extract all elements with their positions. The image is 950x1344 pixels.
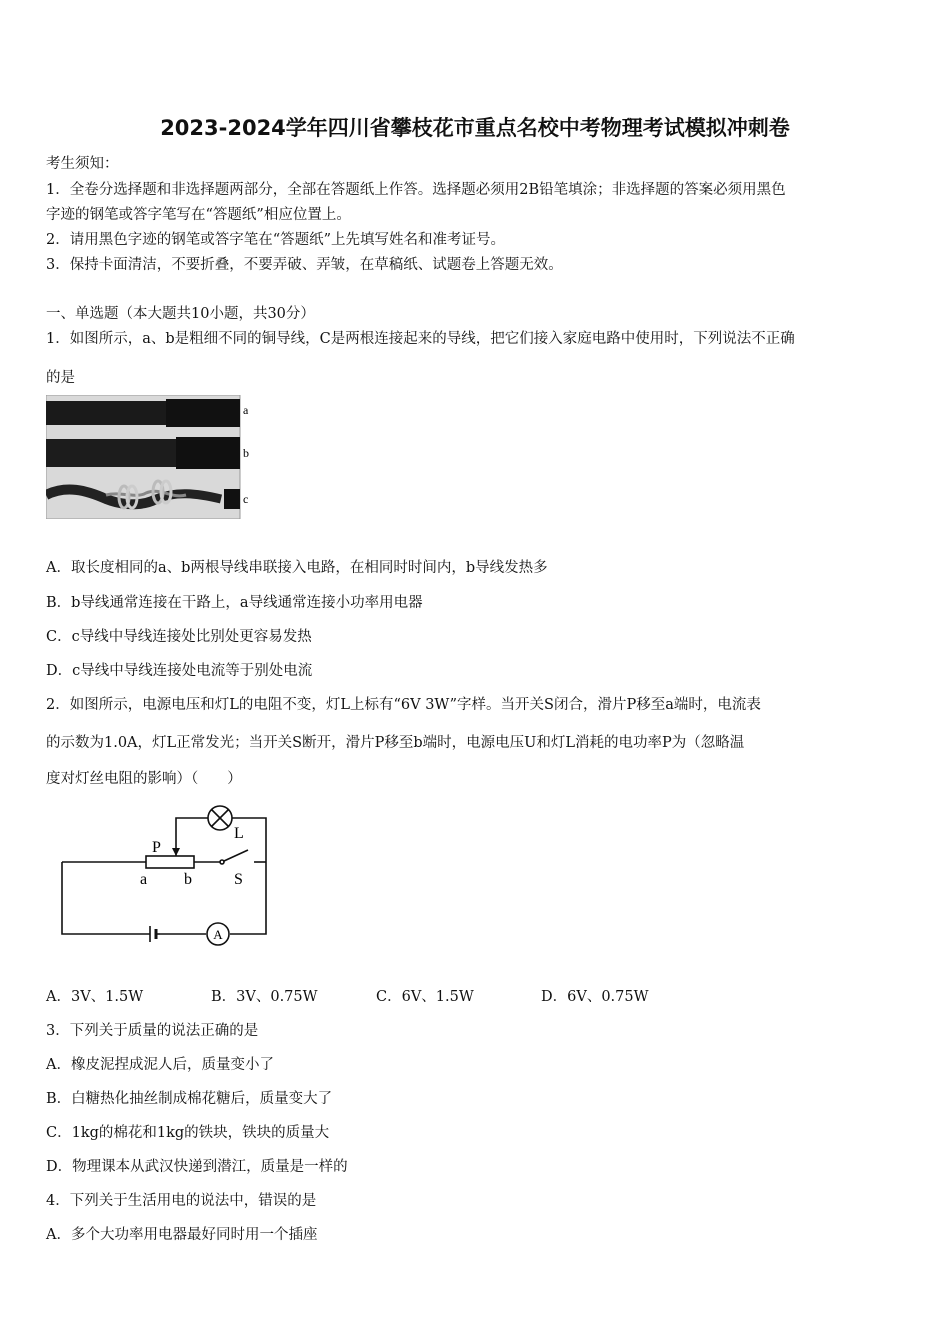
q1-option-b: B．b导线通常连接在干路上，a导线通常连接小功率用电器 (46, 595, 423, 611)
q2-option-d: D．6V、0.75W (541, 989, 649, 1005)
ammeter-label: A (213, 927, 223, 942)
q4-option-a: A．多个大功率用电器最好同时用一个插座 (46, 1227, 318, 1243)
q2-stem-line1: 2．如图所示，电源电压和灯L的电阻不变，灯L上标有“6V 3W”字样。当开关S闭合，滑片P移至a端时，电流表 (46, 697, 761, 713)
switch-label-s: S (234, 871, 243, 888)
wire-label-c: c (243, 492, 249, 506)
q2-option-b: B．3V、0.75W (211, 989, 318, 1005)
q3-option-b: B．白糖热化抽丝制成棉花糖后，质量变大了 (46, 1091, 333, 1107)
q2-option-a: A．3V、1.5W (46, 989, 144, 1005)
notice-item-1a: 1．全卷分选择题和非选择题两部分，全部在答题纸上作答。选择题必须用2B铅笔填涂；非选择题的答案必须用黑色 (46, 182, 786, 198)
q1-stem-line1: 1．如图所示，a、b是粗细不同的铜导线，C是两根连接起来的导线，把它们接入家庭电路中使用时，下列说法不正确 (46, 331, 795, 347)
q4-stem: 4．下列关于生活用电的说法中，错误的是 (46, 1193, 317, 1209)
q3-option-d: D．物理课本从武汉快递到潜江，质量是一样的 (46, 1159, 348, 1175)
q3-option-a: A．橡皮泥捏成泥人后，质量变小了 (46, 1057, 274, 1073)
slider-label-p: P (152, 839, 161, 856)
rheostat-end-a: a (140, 871, 148, 888)
q1-stem-line2: 的是 (46, 370, 75, 386)
notice-item-3: 3．保持卡面清洁，不要折叠，不要弄破、弄皱，在草稿纸、试题卷上答题无效。 (46, 257, 563, 273)
section-heading: 一、单选题（本大题共10小题，共30分） (46, 306, 315, 322)
q1-option-d: D．c导线中导线连接处电流等于别处电流 (46, 663, 313, 679)
q3-option-c: C．1kg的棉花和1kg的铁块，铁块的质量大 (46, 1125, 330, 1141)
notice-item-1b: 字迹的钢笔或答字笔写在“答题纸”相应位置上。 (46, 207, 351, 223)
q2-options (46, 985, 706, 1006)
rheostat-end-b: b (184, 871, 192, 888)
q2-stem-line2: 的示数为1.0A，灯L正常发光；当开关S断开，滑片P移至b端时，电源电压U和灯L消耗的电功率P为（忽略温 (46, 735, 745, 751)
circuit-diagram (50, 800, 280, 950)
wire-photo (46, 395, 261, 519)
q2-stem-line3: 度对灯丝电阻的影响）（ ） (46, 771, 242, 787)
q2-option-c: C．6V、1.5W (376, 989, 474, 1005)
wire-label-b: b (243, 446, 249, 460)
lamp-label-l: L (234, 825, 244, 842)
notice-item-2: 2．请用黑色字迹的钢笔或答字笔在“答题纸”上先填写姓名和准考证号。 (46, 232, 506, 248)
wire-label-a: a (243, 403, 249, 417)
q1-option-a: A．取长度相同的a、b两根导线串联接入电路，在相同时时间内，b导线发热多 (46, 560, 548, 576)
notice-heading: 考生须知： (46, 156, 119, 172)
q1-option-c: C．c导线中导线连接处比别处更容易发热 (46, 629, 312, 645)
q3-stem: 3．下列关于质量的说法正确的是 (46, 1023, 259, 1039)
page-title: 2023-2024学年四川省攀枝花市重点名校中考物理考试模拟冲刺卷 (160, 116, 790, 140)
